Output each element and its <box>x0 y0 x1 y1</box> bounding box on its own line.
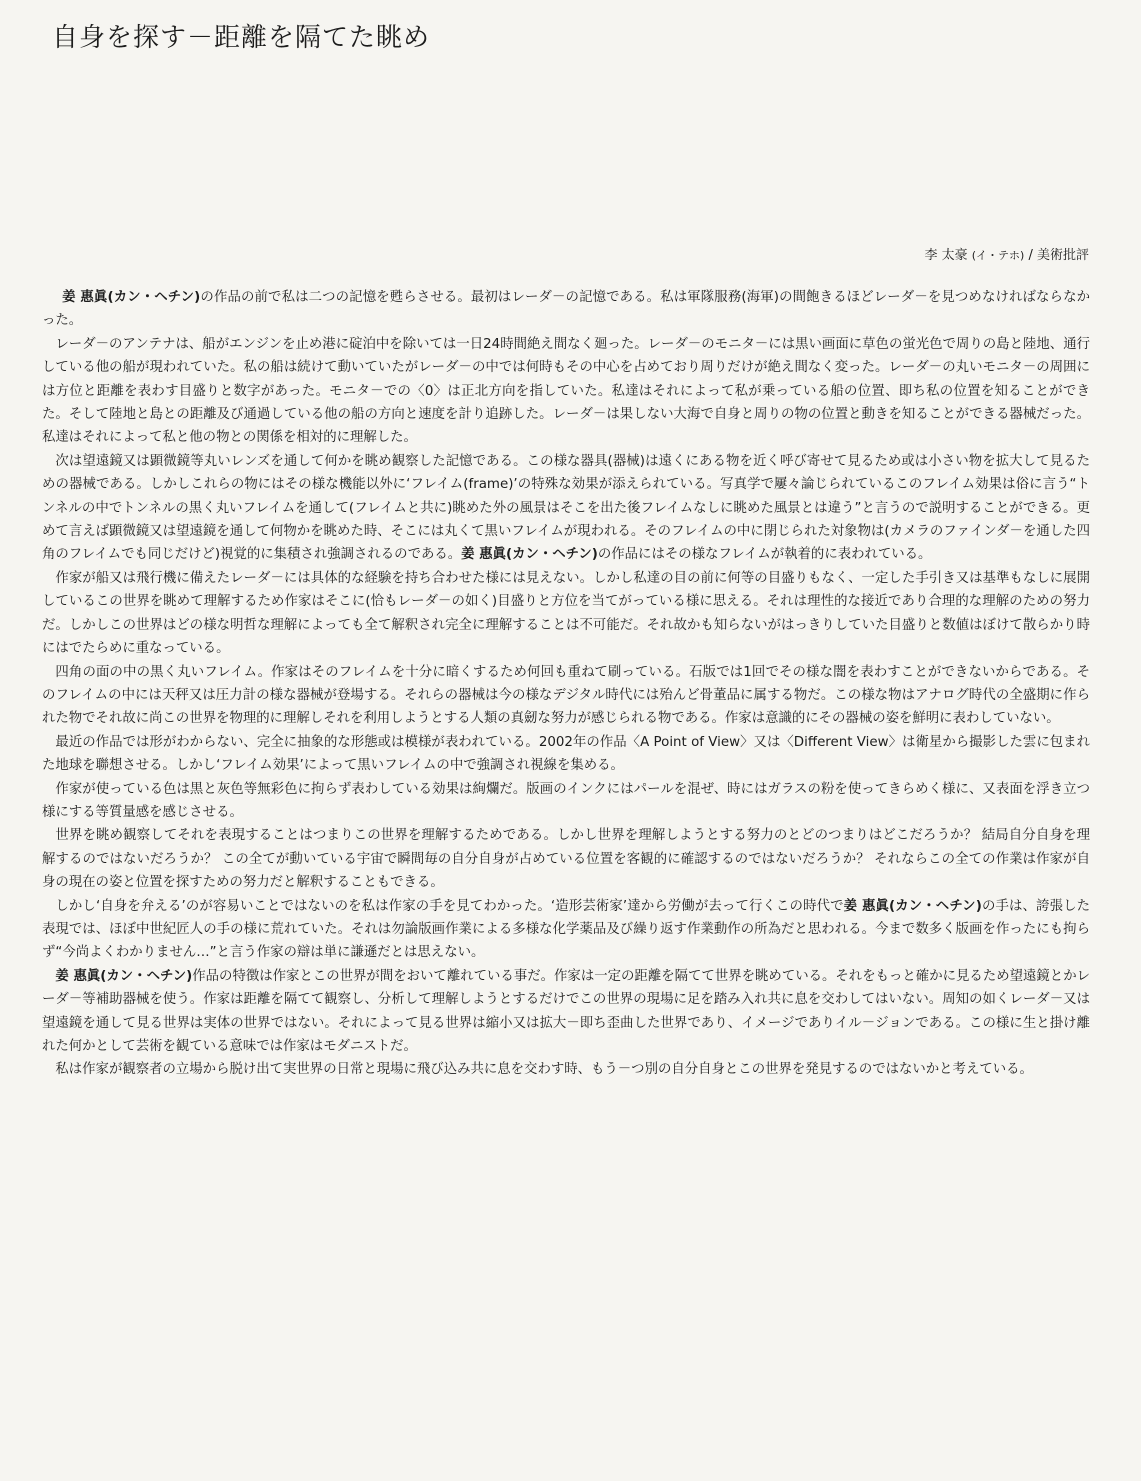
paragraph <box>42 824 1090 894</box>
paragraph <box>42 567 1090 661</box>
byline <box>924 247 1089 265</box>
paragraph-text: 世界を眺め観察してそれを表現することはつまりこの世界を理解するためである。しかし世界を理解しようとする努力のとどのつまりはどこだろうか？ 結局自分自身を理解するのではないだろうか？ この全てが動いている宇宙で瞬間毎の自分自身が占めている位置を客観的に確認するのではないだろうか？ それならこの全ての作業は作家が自身の現在の姿と位置を探すための努力だと解釈することもできる。 <box>42 828 1090 891</box>
artist-name: 姜 惠眞(カン・ヘチン) <box>62 290 201 305</box>
paragraph-text: 私は作家が観察者の立場から脱け出て実世界の日常と現場に飛び込み共に息を交わす時、もう－つ別の自分自身とこの世界を発見するのではないかと考えている。 <box>55 1062 1033 1078</box>
paragraph-text: の手は、誇張した表現では、ほぼ中世紀匠人の手の様に荒れていた。それは勿論版画作業による多様な化学薬品及び繰り返す作業動作の所為だと思われる。今まで数多く版画を作ったにも拘らず“今尚よくわかりません…”と言う作家の辯は単に謙遜だとは思えない。 <box>42 898 1090 961</box>
artist-name: 姜 惠眞(カン・ヘチン) <box>55 968 193 984</box>
paragraph-text: 四角の面の中の黒く丸いフレイム。作家はそのフレイムを十分に暗くするため何回も重ねて刷っている。石版では1回でその様な闇を表わすことができないからである。そのフレイムの中には天秤又は圧力計の様な器械が登場する。それらの器械は今の様なデジタル時代には殆んど骨董品に属する物だ。この様な物はアナログ時代の全盛期に作られた物でそれ故に尚この世界を物理的に理解しそれを利用しようとする人類の真劒な努力が感じられる物である。作家は意識的にその器械の姿を鮮明に表わしていない。 <box>42 664 1090 727</box>
paragraph-text: 次は望遠鏡又は顕微鏡等丸いレンズを通して何かを眺め観察した記憶である。この様な器具(器械)は遠くにある物を近く呼び寄せて見るため或は小さい物を拡大して見るための器械である。しかしこれらの物にはその様な機能以外に‘フレイム(frame)’の特殊な効果が添えられている。写真学で屢々論じられているこのフレイム効果は俗に言う“トンネルの中でトンネルの黒く丸いフレイムを通して(フレイムと共に)眺めた外の風景はそこを出た後フレイムなしに眺めた風景とは違う”と言うので説明することができる。更めて言えば顕微鏡又は望遠鏡を通して何物かを眺めた時、そこには丸くて黒いフレイムが現われる。そのフレイムの中に閉じられた対象物は(カメラのファインダ－を通した四角のフレイムでも同じだけど)視覚的に集積され強調されるのである。 <box>42 453 1090 563</box>
author-reading: (イ・テホ) <box>971 249 1025 262</box>
page-title: 自身を探す－距離を隔てた眺め <box>52 23 431 53</box>
article-body <box>42 286 1090 1082</box>
artist-name: 姜 惠眞(カン・ヘチン) <box>843 898 982 914</box>
author-name: 李 太豪 <box>924 248 968 263</box>
paragraph-text: レーダ－のアンテナは、船がエンジンを止め港に碇泊中を除いては一日24時間絶え間なく廻った。レーダ－のモニタ－には黒い画面に草色の蛍光色で周りの島と陸地、通行している他の船が現われていた。私の船は続けて動いていたがレーダ－の中では何時もその中心を占めており周りだけが絶え間なく変った。レーダ－の丸いモニタ－の周囲には方位と距離を表わす目盛りと数字があった。モニタ－での〈0〉は正北方向を指していた。私達はそれによって私が乗っている船の位置、即ち私の位置を知ることができた。そして陸地と島との距離及び通過している他の船の方向と速度を計り追跡した。レーダ－は果しない大海で自身と周りの物の位置と動きを知ることができる器械だった。私達はそれによって私と他の物との関係を相対的に理解した。 <box>42 336 1090 446</box>
paragraph <box>42 731 1090 778</box>
paragraph-text: 作家が使っている色は黒と灰色等無彩色に拘らず表わしている効果は絢爛だ。版画のインクにはパールを混ぜ、時にはガラスの粉を使ってきらめく様に、又表面を浮き立つ様にする等質量感を感じさせる。 <box>42 781 1090 820</box>
paragraph-text: 作家が船又は飛行機に備えたレーダ－には具体的な経験を持ち合わせた様には見えない。しかし私達の目の前に何等の目盛りもなく、一定した手引き又は基準もなしに展開しているこの世界を眺めて理解するため作家はそこに(恰もレーダ－の如く)目盛りと方位を当てがっている様に思える。それは理性的な接近であり合理的な理解のための努力だ。しかしこの世界はどの様な明哲な理解によっても全て解釈され完全に理解することは不可能だ。それ故かも知らないがはっきりしていた目盛りと数値はぼけて散らかり時にはでたらめに重なっている。 <box>42 570 1090 657</box>
paragraph <box>42 450 1090 567</box>
paragraph-text: の作品にはその様なフレイムが執着的に表われている。 <box>597 547 932 563</box>
paragraph <box>42 778 1090 825</box>
paragraph <box>42 965 1090 1059</box>
artist-name: 姜 惠眞(カン・ヘチン) <box>461 547 598 563</box>
paragraph-text: 作品の特徴は作家とこの世界が間をおいて離れている事だ。作家は一定の距離を隔てて世界を眺めている。それをもっと確かに見るため望遠鏡とかレーダ－等補助器械を使う。作家は距離を隔てて観察し、分析して理解しようとするだけでこの世界の現場に足を踏み入れ共に息を交わしてはいない。周知の如くレーダ－又は望遠鏡を通して見る世界は実体の世界ではない。それによって見る世界は縮小又は拡大－即ち歪曲した世界であり、イメージでありイル－ジョンである。この様に生と掛け離れた何かとして芸術を観ている意味では作家はモダニストだ。 <box>42 968 1090 1054</box>
paragraph <box>42 333 1090 450</box>
paragraph-text: しかし‘自身を弁える’のが容易いことではないのを私は作家の手を見てわかった。‘造形芸術家’達から労働が去って行くこの時代で <box>55 898 844 914</box>
paragraph <box>42 1058 1090 1081</box>
paragraph <box>42 286 1090 333</box>
paragraph <box>42 661 1090 731</box>
paragraph-text: の作品の前で私は二つの記憶を甦らさせる。最初はレーダ－の記憶である。私は軍隊服務(海軍)の間飽きるほどレーダ－を見つめなければならなかった。 <box>42 290 1090 329</box>
paragraph <box>42 895 1090 965</box>
author-role: / 美術批評 <box>1028 248 1089 263</box>
paragraph-text: 最近の作品では形がわからない、完全に抽象的な形態或は模様が表われている。2002年の作品〈A Point of View〉又は〈Different View〉は衛星から撮影した雲に包まれた地球を聯想させる。しかし‘フレイム効果’によって黒いフレイムの中で強調され視線を集める。 <box>42 734 1090 774</box>
